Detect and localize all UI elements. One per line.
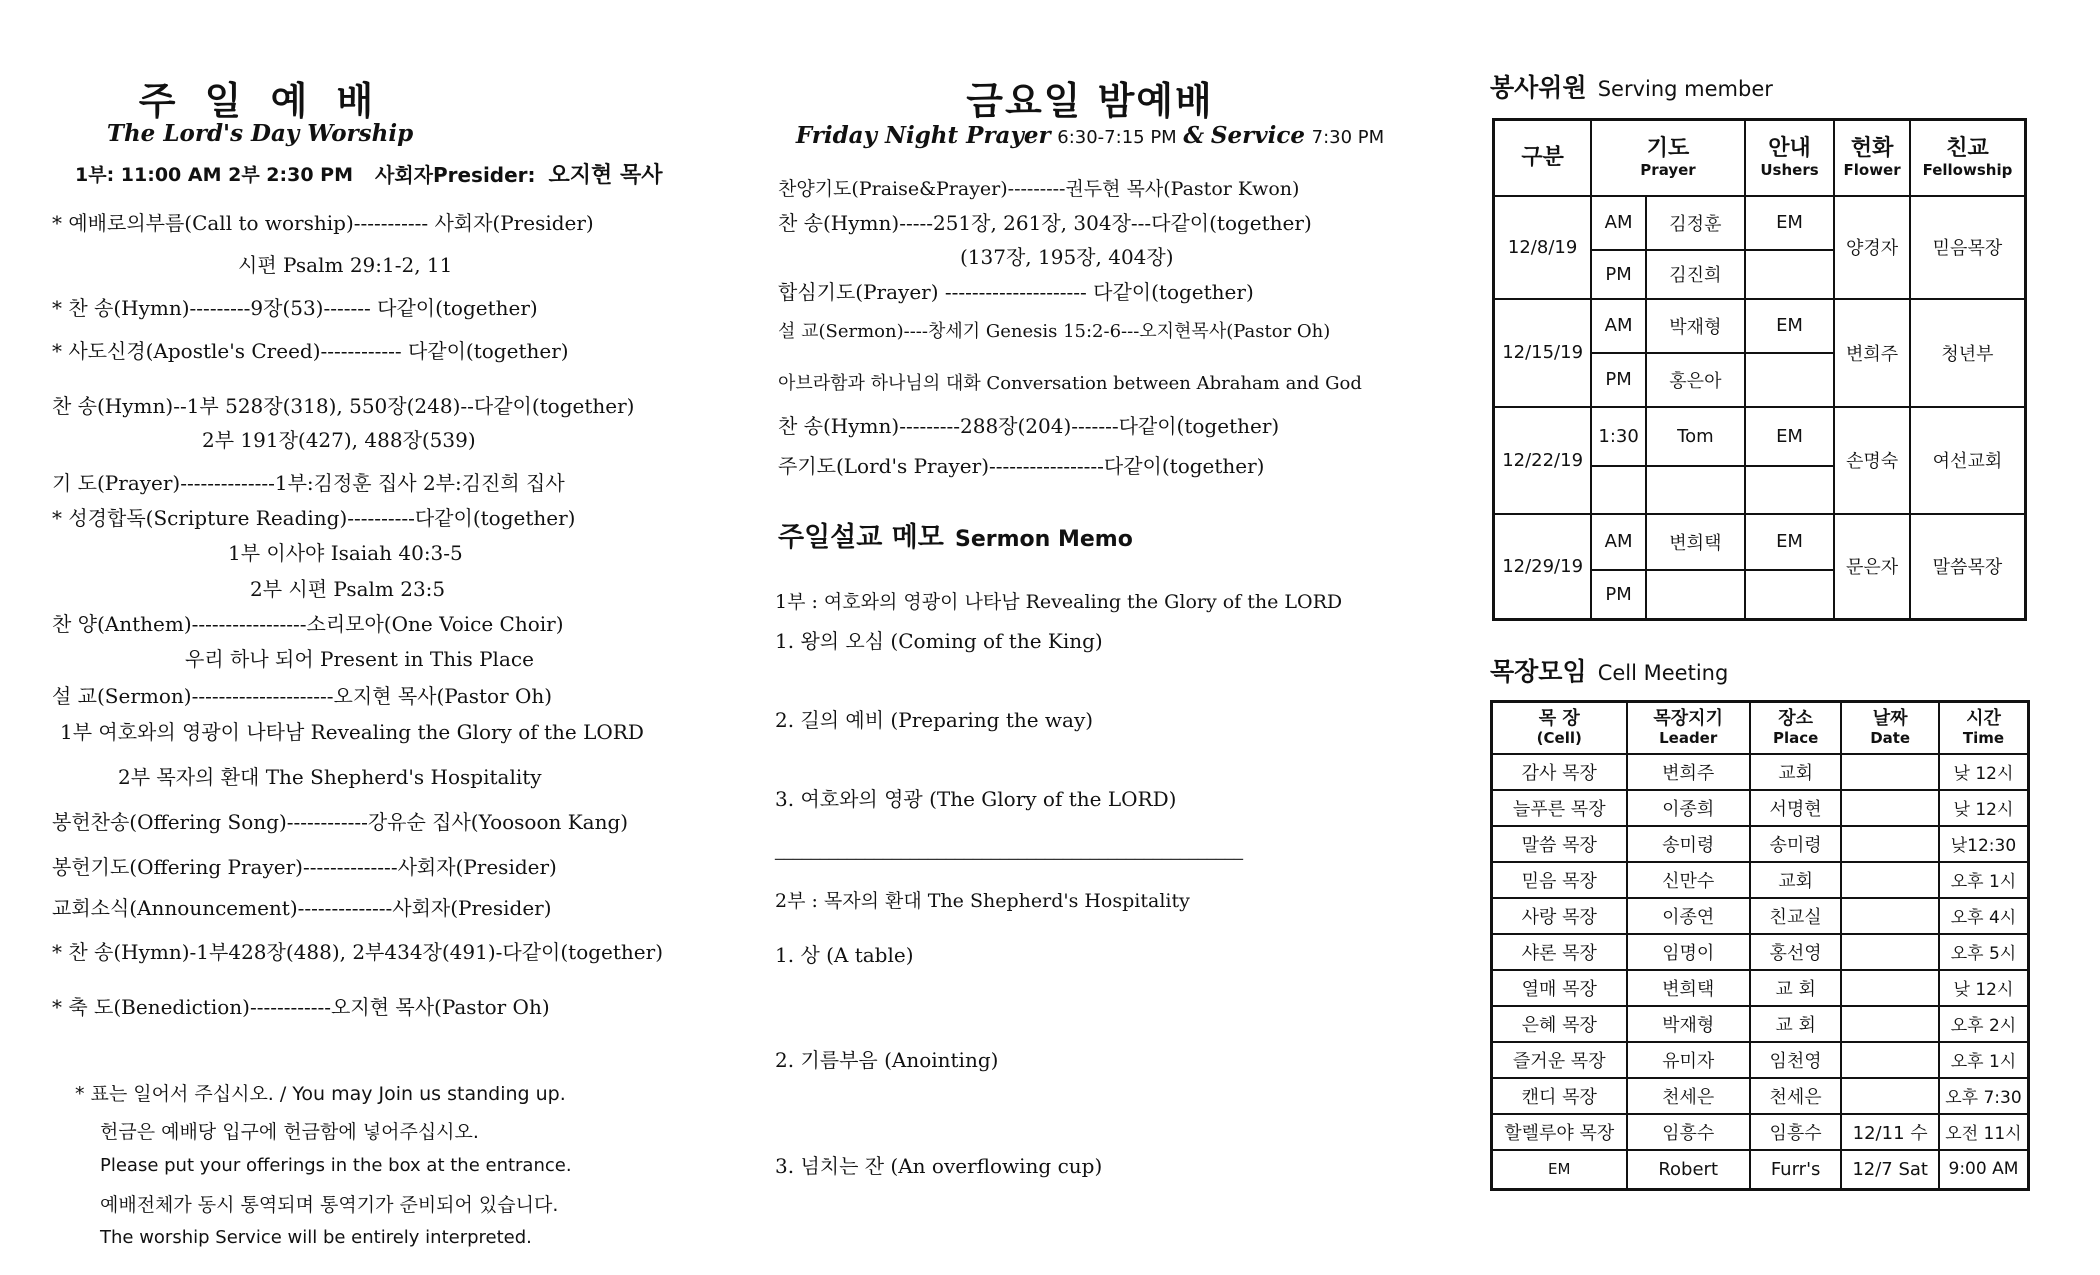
memo-heading-ko: 주일설교 메모 [778, 522, 944, 553]
header-ko: 목 장 [1538, 707, 1580, 729]
serving-heading-en: Serving member [1597, 77, 1773, 101]
cell-place: 송미령 [1750, 826, 1842, 862]
serving-header-ushers [1745, 120, 1834, 196]
serving-row [1494, 299, 2026, 353]
memo-point1-3: 3. 여호와의 영광 (The Glory of the LORD) [775, 787, 1177, 811]
serving-slot: PM [1591, 250, 1646, 299]
friday-prayer: 합심기도(Prayer) --------------------- 다같이(together) [778, 280, 1254, 304]
serving-flower: 문은자 [1834, 514, 1910, 620]
sunday-title: 주 일 예 배 [138, 79, 382, 123]
header-en: Prayer [1640, 160, 1696, 179]
order-benediction: * 축 도(Benediction)------------오지현 목사(Pastor Oh) [52, 995, 550, 1019]
cell-date [1841, 862, 1939, 898]
memo-part1: 1부 : 여호와의 영광이 나타남 Revealing the Glory of the LORD [775, 591, 1343, 613]
cell-name: 즐거운 목장 [1492, 1042, 1627, 1078]
serving-header-category [1494, 120, 1592, 196]
serving-ushers: EM [1745, 407, 1834, 466]
serving-header-flower [1834, 120, 1910, 196]
cell-header-date [1841, 702, 1939, 754]
serving-prayer [1646, 570, 1745, 620]
header-ko: 구분 [1521, 144, 1564, 170]
friday-hymn-1b: (137장, 195장, 404장) [960, 245, 1174, 269]
cell-time: 낮 12시 [1939, 754, 2029, 790]
cell-date: 12/7 Sat [1841, 1150, 1939, 1190]
note-offering-en: Please put your offerings in the box at the entrance. [100, 1155, 572, 1176]
header-ko: 목장지기 [1653, 707, 1723, 729]
cell-time: 9:00 AM [1939, 1150, 2029, 1190]
cell-name: 감사 목장 [1492, 754, 1627, 790]
cell-place: 서명현 [1750, 790, 1842, 826]
cell-date [1841, 970, 1939, 1006]
serving-ushers [1745, 250, 1834, 299]
serving-slot: AM [1591, 196, 1646, 250]
cell-name: EM [1492, 1150, 1627, 1190]
cell-name: 할렐루야 목장 [1492, 1114, 1627, 1150]
order-sermon-1: 1부 여호와의 영광이 나타남 Revealing the Glory of the LORD [60, 720, 644, 744]
cell-place: 천세은 [1750, 1078, 1842, 1114]
serving-slot: AM [1591, 299, 1646, 353]
friday-praise-prayer: 찬양기도(Praise&Prayer)---------권두현 목사(Pastor Kwon) [778, 178, 1300, 200]
sunday-presider [375, 158, 662, 189]
note-interpret-en: The worship Service will be entirely interpreted. [100, 1227, 532, 1248]
header-en: Flower [1843, 160, 1901, 179]
cell-heading-ko: 목장모임 [1490, 657, 1587, 686]
cell-leader: 박재형 [1627, 1006, 1750, 1042]
cell-date [1841, 790, 1939, 826]
cell-row [1492, 1078, 2029, 1114]
serving-prayer: 박재형 [1646, 299, 1745, 353]
serving-ushers [1745, 353, 1834, 407]
memo-point1-2: 2. 길의 예비 (Preparing the way) [775, 708, 1094, 732]
cell-time: 낮 12시 [1939, 790, 2029, 826]
cell-place: 교회 [1750, 862, 1842, 898]
friday-lords-prayer: 주기도(Lord's Prayer)-----------------다같이(together) [778, 454, 1265, 478]
serving-fellowship: 믿음목장 [1910, 196, 2026, 299]
serving-ushers: EM [1745, 299, 1834, 353]
note-interpret-ko: 예배전체가 동시 통역되며 통역기가 준비되어 있습니다. [100, 1194, 559, 1216]
note-standing: * 표는 일어서 주십시오. / You may Join us standing up. [75, 1083, 566, 1105]
cell-leader: 송미령 [1627, 826, 1750, 862]
order-scripture-1: 1부 이사야 Isaiah 40:3-5 [228, 541, 463, 565]
serving-row [1494, 196, 2026, 250]
serving-slot: AM [1591, 514, 1646, 570]
cell-row [1492, 1006, 2029, 1042]
serving-row [1494, 514, 2026, 570]
serving-fellowship: 청년부 [1910, 299, 2026, 407]
cell-place: 교 회 [1750, 970, 1842, 1006]
memo-point1-1: 1. 왕의 오심 (Coming of the King) [775, 629, 1103, 653]
header-ko: 기도 [1646, 135, 1690, 161]
cell-place: 친교실 [1750, 898, 1842, 934]
header-ko: 안내 [1768, 135, 1811, 161]
order-sermon-2: 2부 목자의 환대 The Shepherd's Hospitality [118, 765, 542, 789]
header-en: Time [1962, 728, 2005, 747]
cell-header-row [1492, 702, 2029, 754]
serving-flower: 변희주 [1834, 299, 1910, 407]
cell-leader: 변희주 [1627, 754, 1750, 790]
memo-point2-1: 1. 상 (A table) [775, 943, 914, 967]
serving-slot: 1:30 [1591, 407, 1646, 466]
cell-name: 샤론 목장 [1492, 934, 1627, 970]
cell-leader: Robert [1627, 1150, 1750, 1190]
serving-prayer: 김정훈 [1646, 196, 1745, 250]
serving-header-fellowship [1910, 120, 2026, 196]
cell-row [1492, 970, 2029, 1006]
order-hymn-1: * 찬 송(Hymn)---------9장(53)------- 다같이(together) [52, 296, 538, 320]
order-anthem: 찬 양(Anthem)-----------------소리모아(One Voice Choir) [52, 612, 564, 636]
cell-table [1490, 700, 2030, 1191]
header-en: Leader [1659, 728, 1718, 747]
order-apostles-creed: * 사도신경(Apostle's Creed)------------ 다같이(together) [52, 339, 569, 363]
cell-time: 낮 12시 [1939, 970, 2029, 1006]
serving-fellowship: 여선교회 [1910, 407, 2026, 514]
order-hymn-2b: 2부 191장(427), 488장(539) [202, 428, 476, 452]
serving-prayer [1646, 466, 1745, 514]
cell-leader: 이종희 [1627, 790, 1750, 826]
order-offering-prayer: 봉헌기도(Offering Prayer)--------------사회자(Presider) [52, 855, 557, 879]
serving-prayer: Tom [1646, 407, 1745, 466]
serving-heading [1490, 68, 1773, 104]
cell-time: 낮12:30 [1939, 826, 2029, 862]
header-en: Fellowship [1922, 160, 2013, 179]
friday-sermon-title: 아브라함과 하나님의 대화 Conversation between Abraham and God [778, 373, 1362, 394]
presider-name: 오지현 목사 [548, 163, 663, 188]
memo-divider: ____________________________________________________ [775, 840, 1243, 861]
cell-name: 열매 목장 [1492, 970, 1627, 1006]
order-closing-hymn: * 찬 송(Hymn)-1부428장(488), 2부434장(491)-다같이(together) [52, 940, 664, 964]
cell-row [1492, 790, 2029, 826]
cell-date [1841, 898, 1939, 934]
cell-time: 오후 1시 [1939, 862, 2029, 898]
serving-date: 12/15/19 [1494, 299, 1592, 407]
serving-ushers [1745, 466, 1834, 514]
cell-row [1492, 898, 2029, 934]
order-sermon: 설 교(Sermon)---------------------오지현 목사(Pastor Oh) [52, 684, 553, 708]
memo-point2-3: 3. 넘치는 잔 (An overflowing cup) [775, 1154, 1103, 1178]
cell-place: 임천영 [1750, 1042, 1842, 1078]
order-anthem-title: 우리 하나 되어 Present in This Place [185, 647, 534, 671]
sunday-time-line: 1부: 11:00 AM 2부 2:30 PM [75, 164, 354, 186]
friday-hymn-1: 찬 송(Hymn)-----251장, 261장, 304장---다같이(together) [778, 211, 1312, 235]
serving-prayer: 변희택 [1646, 514, 1745, 570]
cell-row [1492, 754, 2029, 790]
serving-prayer: 김진희 [1646, 250, 1745, 299]
cell-header-time [1939, 702, 2029, 754]
memo-heading-en: Sermon Memo [955, 527, 1133, 552]
friday-subtitle-b: Service [1210, 122, 1305, 149]
cell-date [1841, 1078, 1939, 1114]
sunday-subtitle: The Lord's Day Worship [106, 120, 414, 147]
memo-part2: 2부 : 목자의 환대 The Shepherd's Hospitality [775, 890, 1190, 912]
cell-time: 오후 2시 [1939, 1006, 2029, 1042]
cell-name: 사랑 목장 [1492, 898, 1627, 934]
cell-row [1492, 1150, 2029, 1190]
friday-subtitle [760, 122, 1420, 149]
cell-leader: 임명이 [1627, 934, 1750, 970]
order-announcement: 교회소식(Announcement)--------------사회자(Presider) [52, 896, 552, 920]
cell-date [1841, 1042, 1939, 1078]
cell-row [1492, 862, 2029, 898]
friday-subtitle-time-a: 6:30-7:15 PM [1057, 127, 1177, 148]
serving-heading-ko: 봉사위원 [1490, 73, 1587, 102]
friday-hymn-2: 찬 송(Hymn)---------288장(204)-------다같이(together) [778, 414, 1280, 438]
cell-place: 교 회 [1750, 1006, 1842, 1042]
cell-leader: 임흥수 [1627, 1114, 1750, 1150]
cell-leader: 이종연 [1627, 898, 1750, 934]
order-psalm: 시편 Psalm 29:1-2, 11 [238, 253, 453, 277]
cell-header-place [1750, 702, 1842, 754]
serving-fellowship: 말씀목장 [1910, 514, 2026, 620]
cell-name: 캔디 목장 [1492, 1078, 1627, 1114]
serving-date: 12/29/19 [1494, 514, 1592, 620]
serving-row [1494, 407, 2026, 466]
cell-date [1841, 826, 1939, 862]
cell-time: 오후 4시 [1939, 898, 2029, 934]
serving-flower: 양경자 [1834, 196, 1910, 299]
cell-time: 오후 5시 [1939, 934, 2029, 970]
cell-heading [1490, 652, 1728, 688]
cell-table-body [1492, 754, 2029, 1190]
order-scripture: * 성경합독(Scripture Reading)----------다같이(together) [52, 506, 576, 530]
cell-name: 은혜 목장 [1492, 1006, 1627, 1042]
cell-leader: 신만수 [1627, 862, 1750, 898]
header-ko: 날짜 [1872, 707, 1908, 729]
cell-row [1492, 934, 2029, 970]
cell-header-cell [1492, 702, 1627, 754]
serving-table [1492, 118, 2027, 621]
order-offering-song: 봉헌찬송(Offering Song)------------강유순 집사(Yoosoon Kang) [52, 810, 629, 834]
header-ko: 헌화 [1850, 135, 1894, 161]
cell-header-leader [1627, 702, 1750, 754]
order-hymn-2: 찬 송(Hymn)--1부 528장(318), 550장(248)--다같이(together) [52, 394, 635, 418]
serving-slot: PM [1591, 570, 1646, 620]
cell-date: 12/11 수 [1841, 1114, 1939, 1150]
order-prayer: 기 도(Prayer)--------------1부:김정훈 집사 2부:김진희 집사 [52, 471, 565, 495]
cell-heading-en: Cell Meeting [1597, 661, 1729, 685]
friday-title: 금요일 밤예배 [966, 79, 1214, 123]
cell-time: 오후 1시 [1939, 1042, 2029, 1078]
friday-subtitle-amp: & [1183, 122, 1205, 149]
cell-name: 늘푸른 목장 [1492, 790, 1627, 826]
header-en: Date [1870, 728, 1911, 747]
cell-time: 오전 11시 [1939, 1114, 2029, 1150]
cell-place: 교회 [1750, 754, 1842, 790]
cell-name: 믿음 목장 [1492, 862, 1627, 898]
cell-leader: 유미자 [1627, 1042, 1750, 1078]
cell-leader: 변희택 [1627, 970, 1750, 1006]
cell-place: 임흥수 [1750, 1114, 1842, 1150]
serving-slot [1591, 466, 1646, 514]
memo-point2-2: 2. 기름부음 (Anointing) [775, 1048, 999, 1072]
cell-date [1841, 754, 1939, 790]
presider-label: 사회자Presider: [375, 163, 536, 187]
cell-time: 오후 7:30 [1939, 1078, 2029, 1114]
cell-place: Furr's [1750, 1150, 1842, 1190]
serving-ushers [1745, 570, 1834, 620]
friday-subtitle-a: Friday Night Prayer [795, 122, 1051, 149]
serving-prayer: 홍은아 [1646, 353, 1745, 407]
order-scripture-2: 2부 시편 Psalm 23:5 [250, 577, 446, 601]
serving-header-row [1494, 120, 2026, 196]
cell-date [1841, 1006, 1939, 1042]
note-offering-ko: 헌금은 예배당 입구에 헌금함에 넣어주십시오. [100, 1121, 479, 1143]
serving-slot: PM [1591, 353, 1646, 407]
serving-header-prayer [1591, 120, 1745, 196]
cell-row [1492, 1042, 2029, 1078]
serving-date: 12/22/19 [1494, 407, 1592, 514]
header-ko: 시간 [1966, 707, 2001, 729]
serving-date: 12/8/19 [1494, 196, 1592, 299]
serving-ushers: EM [1745, 196, 1834, 250]
cell-date [1841, 934, 1939, 970]
cell-row [1492, 826, 2029, 862]
friday-subtitle-time-b: 7:30 PM [1311, 127, 1385, 148]
serving-flower: 손명숙 [1834, 407, 1910, 514]
cell-row [1492, 1114, 2029, 1150]
header-ko: 친교 [1946, 135, 1989, 161]
friday-sermon: 설 교(Sermon)----창세기 Genesis 15:2-6---오지현목사(Pastor Oh) [778, 321, 1331, 342]
header-en: (Cell) [1536, 728, 1582, 747]
header-en: Place [1772, 728, 1819, 747]
memo-heading [778, 515, 1133, 554]
header-ko: 장소 [1778, 707, 1813, 729]
order-call-to-worship: * 예배로의부름(Call to worship)----------- 사회자(Presider) [52, 211, 594, 235]
cell-place: 홍선영 [1750, 934, 1842, 970]
cell-leader: 천세은 [1627, 1078, 1750, 1114]
cell-name: 말씀 목장 [1492, 826, 1627, 862]
header-en: Ushers [1760, 160, 1819, 179]
serving-ushers: EM [1745, 514, 1834, 570]
